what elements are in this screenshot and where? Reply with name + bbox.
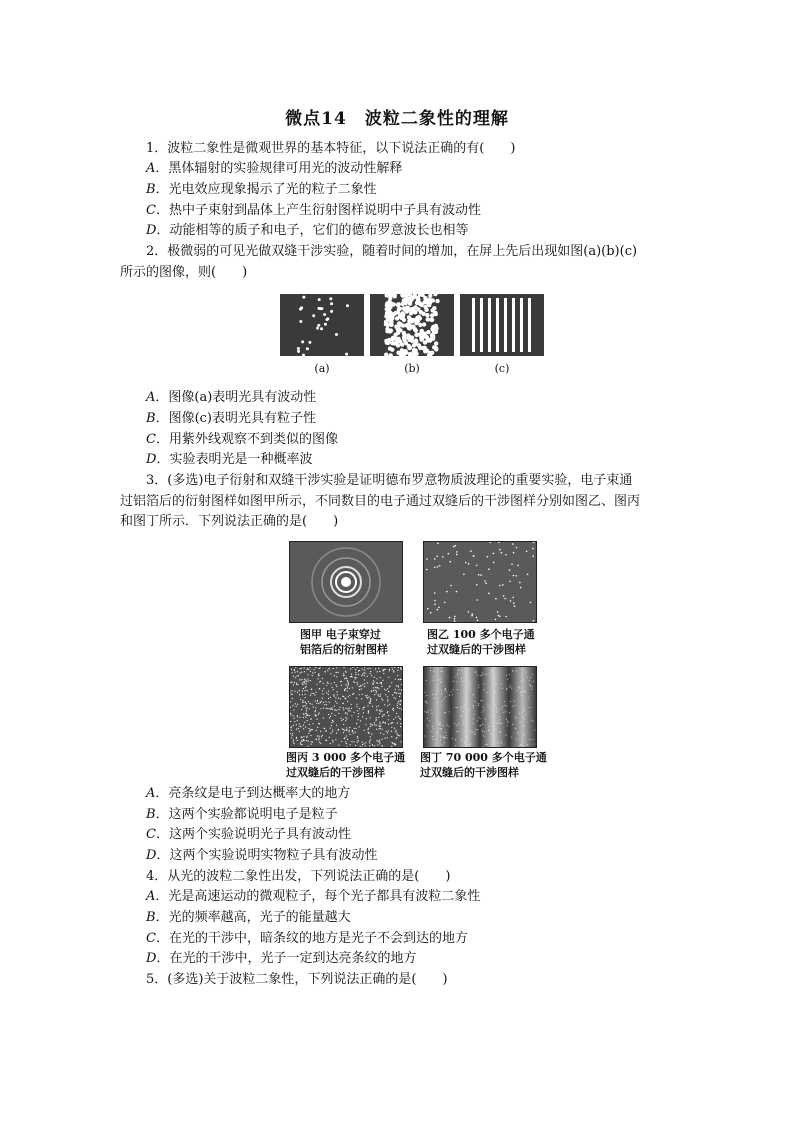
figure-bing-3000-electrons [289,666,403,748]
q3-option-c: C．这两个实验说明光子具有波动性 [146,827,351,842]
q2-figure [280,294,544,356]
q2-option-b: B．图像(c)表明光具有粒子性 [146,411,316,426]
q1-option-a: A．黑体辐射的实验规律可用光的波动性解释 [146,161,403,176]
figure-jia-diffraction-rings [289,541,403,623]
caption-jia: 图甲 电子束穿过 铝箔后的衍射图样 [300,628,388,656]
q1-option-b: B．光电效应现象揭示了光的粒子二象性 [146,182,377,197]
q3-stem-line3: 和图丁所示．下列说法正确的是( ) [120,514,339,529]
figure-c-fringes [460,294,544,356]
figure-a-label: (a) [314,362,330,375]
q3-option-d: D．这两个实验说明实物粒子具有波动性 [146,848,378,863]
q2-stem-line2: 所示的图像，则( ) [120,265,248,280]
caption-yi: 图乙 100 多个电子通 过双缝后的干涉图样 [427,628,535,656]
q4-option-a: A．光是高速运动的微观粒子，每个光子都具有波粒二象性 [146,889,481,904]
caption-ding: 图丁 70 000 多个电子通 过双缝后的干涉图样 [420,751,547,779]
figure-a-sparse-dots [280,294,364,356]
q5-stem: 5．(多选)关于波粒二象性，下列说法正确的是( ) [146,972,448,987]
caption-bing: 图丙 3 000 多个电子通 过双缝后的干涉图样 [286,751,406,779]
q4-option-c: C．在光的干涉中，暗条纹的地方是光子不会到达的地方 [146,931,468,946]
figure-ding-70000-electrons [423,666,537,748]
q4-option-b: B．光的频率越高，光子的能量越大 [146,910,351,925]
figure-c-label: (c) [494,362,510,375]
q3-stem-line1: 3．(多选)电子衍射和双缝干涉实验是证明德布罗意物质波理论的重要实验，电子束通 [146,473,633,488]
q3-stem-line2: 过铝箔后的衍射图样如图甲所示，不同数目的电子通过双缝后的干涉图样分别如图乙、图丙 [120,494,641,509]
q1-stem: 1．波粒二象性是微观世界的基本特征，以下说法正确的有( ) [146,141,516,156]
q4-option-d: D．在光的干涉中，光子一定到达亮条纹的地方 [146,951,417,966]
figure-yi-100-electrons [423,541,537,623]
q1-option-c: C．热中子束射到晶体上产生衍射图样说明中子具有波动性 [146,203,481,218]
q4-stem: 4．从光的波粒二象性出发，下列说法正确的是( ) [146,869,451,884]
q3-option-b: B．这两个实验都说明电子是粒子 [146,807,338,822]
figure-b-label: (b) [404,362,420,375]
q2-stem-line1: 2．极微弱的可见光做双缝干涉实验，随着时间的增加，在屏上先后出现如图(a)(b)(c) [146,244,638,259]
q2-option-a: A．图像(a)表明光具有波动性 [146,390,317,405]
q2-option-c: C．用紫外线观察不到类似的图像 [146,432,338,447]
figure-b-dense-dots [370,294,454,356]
q2-option-d: D．实验表明光是一种概率波 [146,452,313,467]
q1-option-d: D．动能相等的质子和电子，它们的德布罗意波长也相等 [146,223,469,238]
page-title: 微点14 波粒二象性的理解 [285,109,509,129]
q3-option-a: A．亮条纹是电子到达概率大的地方 [146,786,351,801]
